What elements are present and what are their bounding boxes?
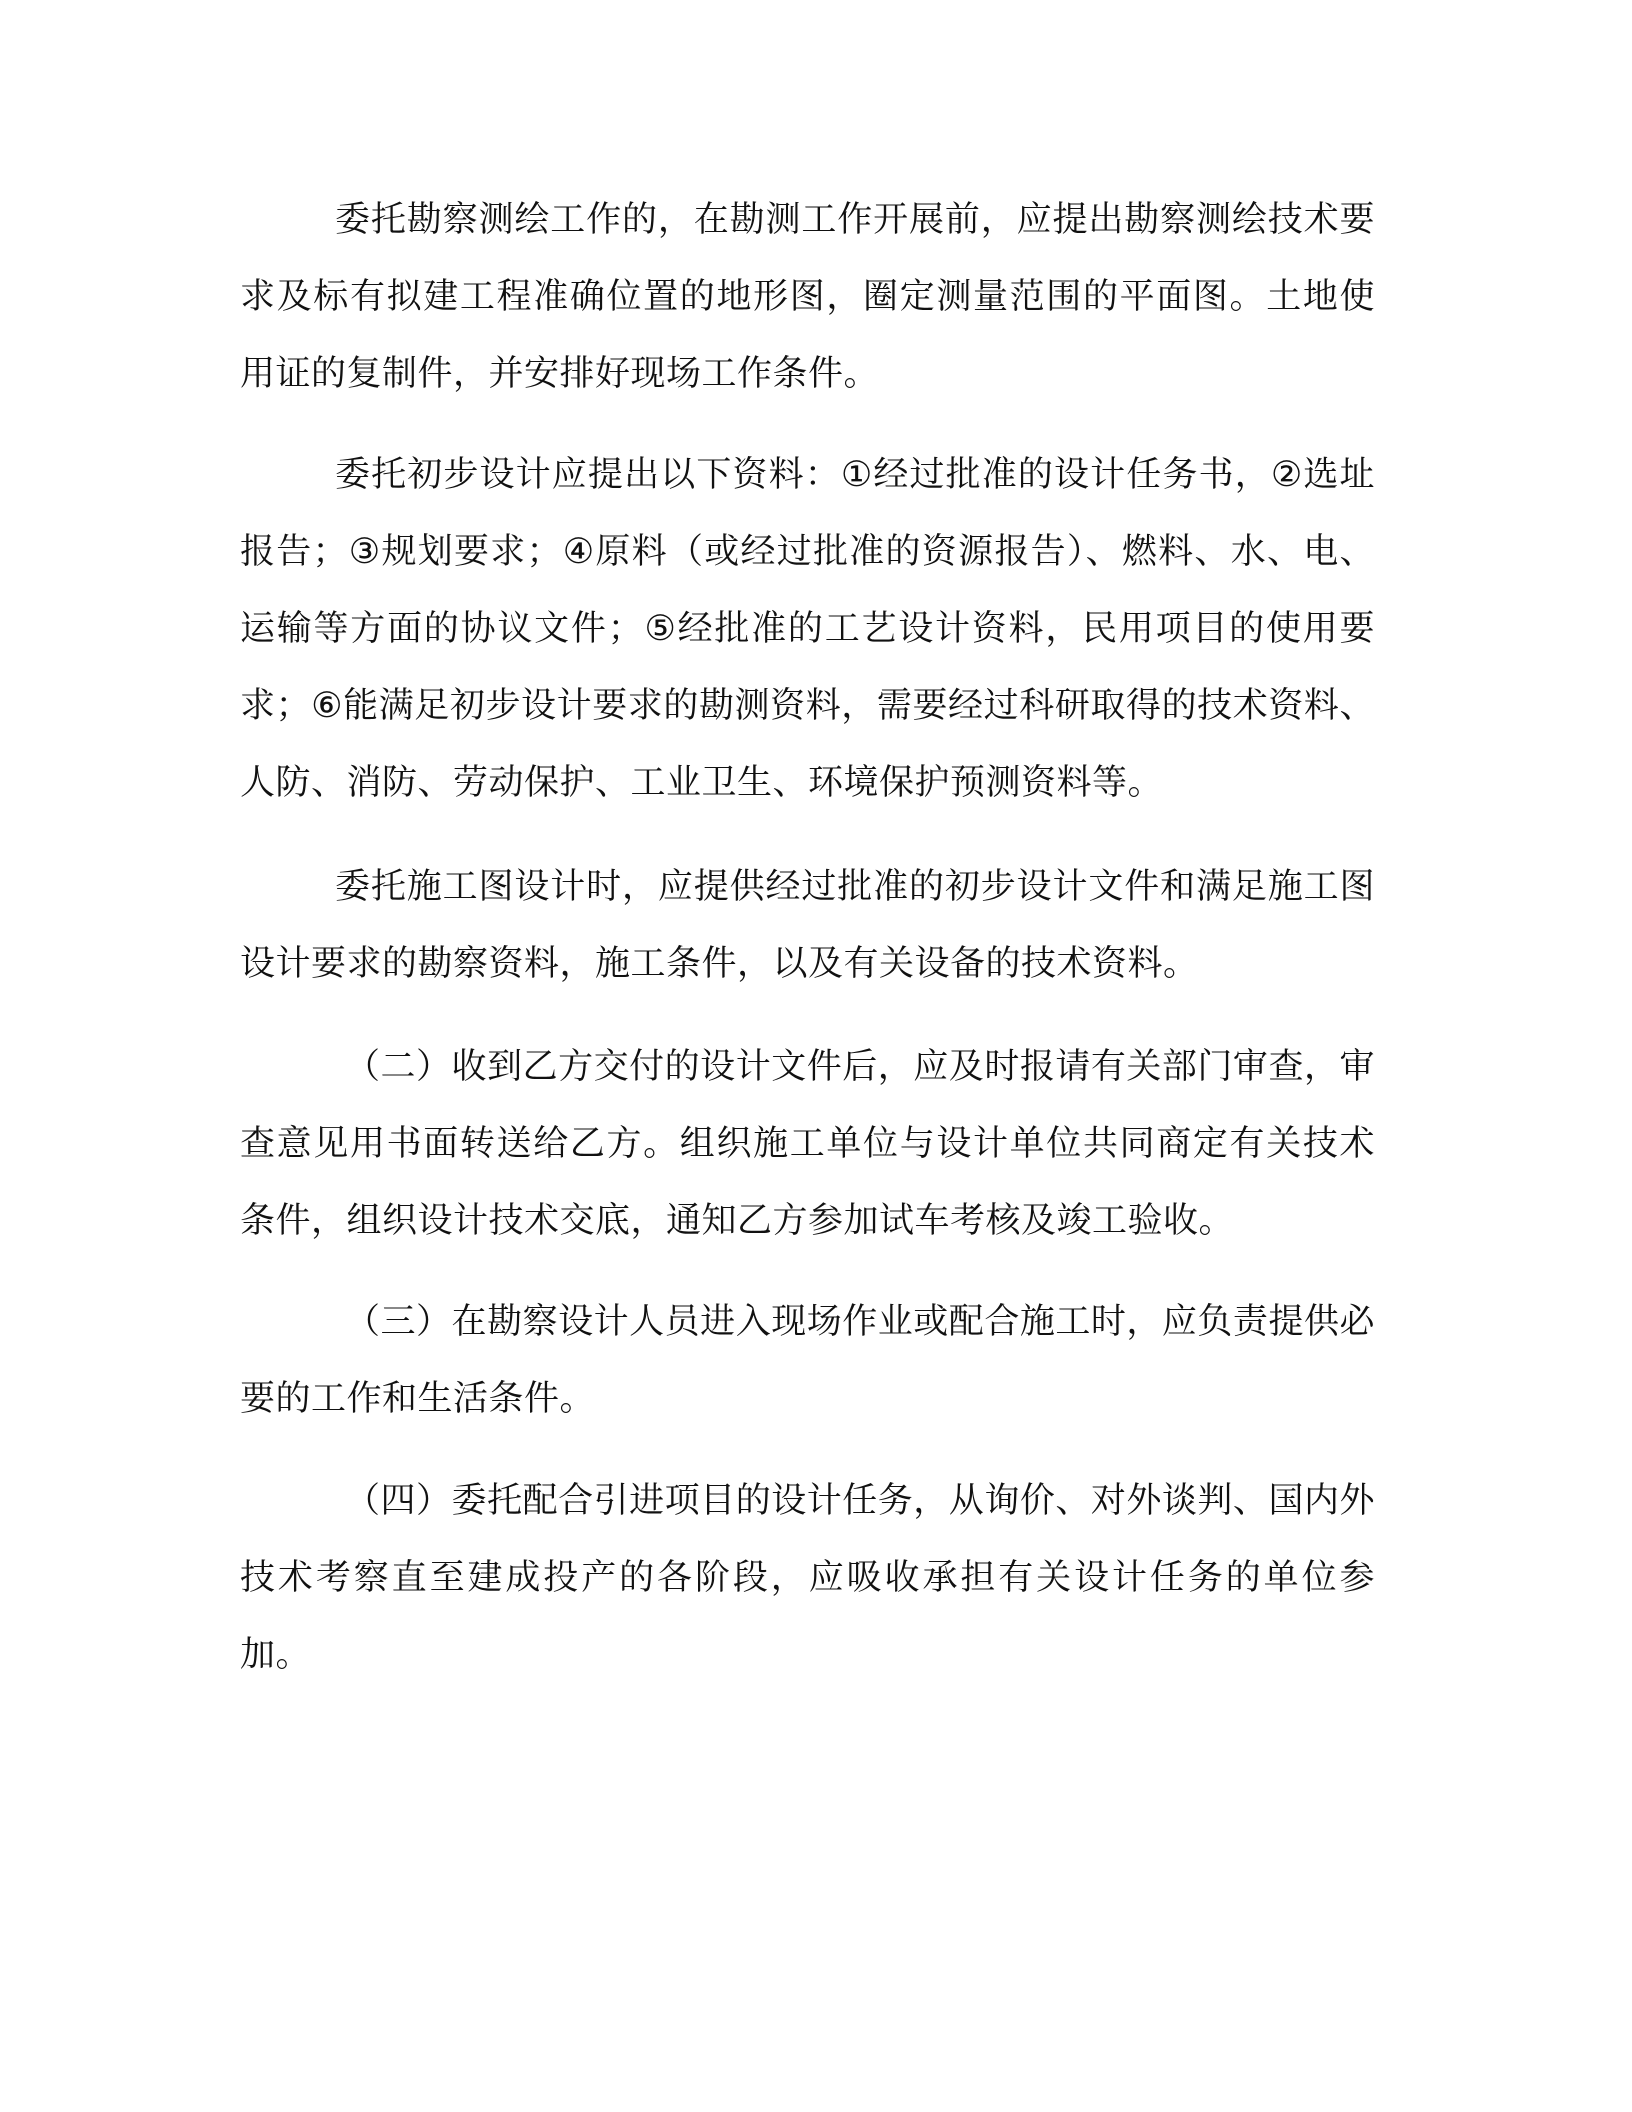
paragraph-item-two: （二）收到乙方交付的设计文件后，应及时报请有关部门审查，审查意见用书面转送给乙方。组织施工单位与设计单位共同商定有关技术条件，组织设计技术交底，通知乙方参加试车考核及竣工验收。	[240, 1047, 1375, 1241]
paragraph-preliminary-design: 委托初步设计应提出以下资料：①经过批准的设计任务书，②选址报告；③规划要求；④原料（或经过批准的资源报告）、燃料、水、电、运输等方面的协议文件；⑤经批准的工艺设计资料，民用项目的使用要求；⑥能满足初步设计要求的勘测资料，需要经过科研取得的技术资料、人防、消防、劳动保护、工业卫生、环境保护预测资料等。	[240, 455, 1375, 803]
paragraph-item-four: （四）委托配合引进项目的设计任务，从询价、对外谈判、国内外技术考察直至建成投产的各阶段，应吸收承担有关设计任务的单位参加。	[240, 1481, 1375, 1675]
paragraph-survey-mapping: 委托勘察测绘工作的，在勘测工作开展前，应提出勘察测绘技术要求及标有拟建工程准确位置的地形图，圈定测量范围的平面图。土地使用证的复制件，并安排好现场工作条件。	[240, 200, 1375, 394]
paragraph-item-three: （三）在勘察设计人员进入现场作业或配合施工时，应负责提供必要的工作和生活条件。	[240, 1302, 1375, 1419]
paragraph-construction-drawing: 委托施工图设计时，应提供经过批准的初步设计文件和满足施工图设计要求的勘察资料，施工条件，以及有关设备的技术资料。	[240, 867, 1375, 984]
